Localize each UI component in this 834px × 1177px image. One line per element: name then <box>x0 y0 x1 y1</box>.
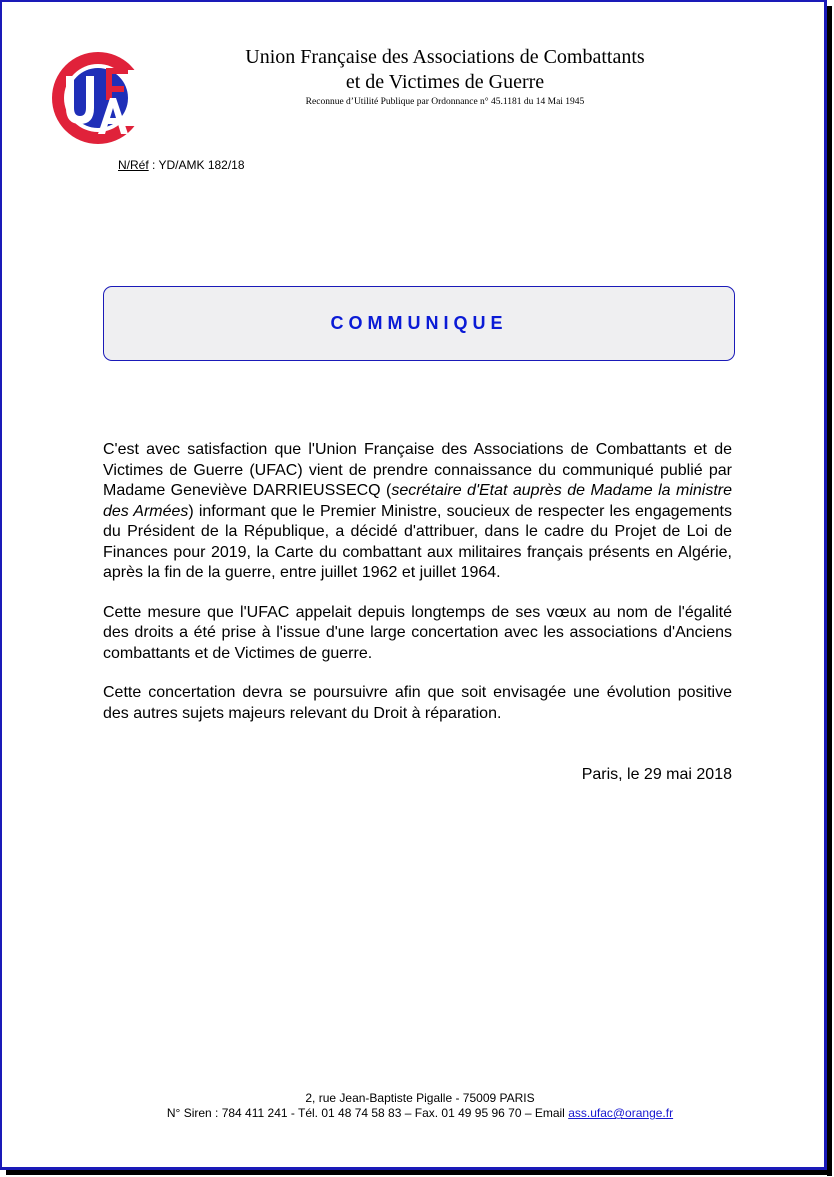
date-line: Paris, le 29 mai 2018 <box>581 766 732 783</box>
footer-contact-text: N° Siren : 784 411 241 - Tél. 01 48 74 58 83 – Fax. 01 49 95 96 70 – Email <box>166 1106 569 1120</box>
reference-label: N/Réf <box>118 158 149 172</box>
ufac-logo <box>50 50 146 146</box>
page-shadow-right <box>827 6 832 1176</box>
paragraph-3: Cette concertation devra se poursuivre afin que soit envisagée une évolution positive des autres sujets majeurs relevant du Droit à réparation. <box>103 684 732 722</box>
paragraph-1-start: C'est avec satisfaction que l'Union Française des Associations de Combattants et de Victimes de Guerre (UFAC) vient de prendre connaissance du communiqué publié par Madame Geneviève DARRIEUSSECQ ( <box>103 441 732 499</box>
page-title: COMMUNIQUE <box>330 313 508 333</box>
footer-contact <box>100 1106 740 1121</box>
page-shadow-bottom <box>6 1170 832 1175</box>
paragraph-1-italic: secrétaire d'Etat auprès de Madame la ministre des Armées <box>103 482 733 520</box>
paragraph-1 <box>103 440 732 584</box>
communique-body <box>103 440 732 743</box>
org-name-line1: Union Française des Associations de Combattants <box>245 46 645 68</box>
paragraph-1-end: ) informant que le Premier Ministre, soucieux de respecter les engagements du Président de la République, a décidé d'attribuer, dans le cadre du Projet de Loi de Finances pour 2019, la Carte du combattant aux militaires français présents en Algérie, après la fin de la guerre, entre juillet 1962 et juillet 1964. <box>103 502 732 581</box>
recognition-line: Reconnue d’Utilité Publique par Ordonnance n° 45.1181 du 14 Mai 1945 <box>305 97 585 107</box>
reference-line <box>118 158 245 173</box>
title-box <box>103 286 735 361</box>
footer-address: 2, rue Jean-Baptiste Pigalle - 75009 PARIS <box>305 1091 535 1105</box>
paragraph-2: Cette mesure que l'UFAC appelait depuis longtemps de ses vœux au nom de l'égalité des droits a été prise à l'issue d'une large concertation avec les associations d'Anciens combattants et de Victimes de guerre. <box>103 603 732 662</box>
email-link[interactable]: ass.ufac@orange.fr <box>568 1106 674 1120</box>
org-name-line2: et de Victimes de Guerre <box>345 71 545 93</box>
reference-value: : YD/AMK 182/18 <box>148 158 245 172</box>
